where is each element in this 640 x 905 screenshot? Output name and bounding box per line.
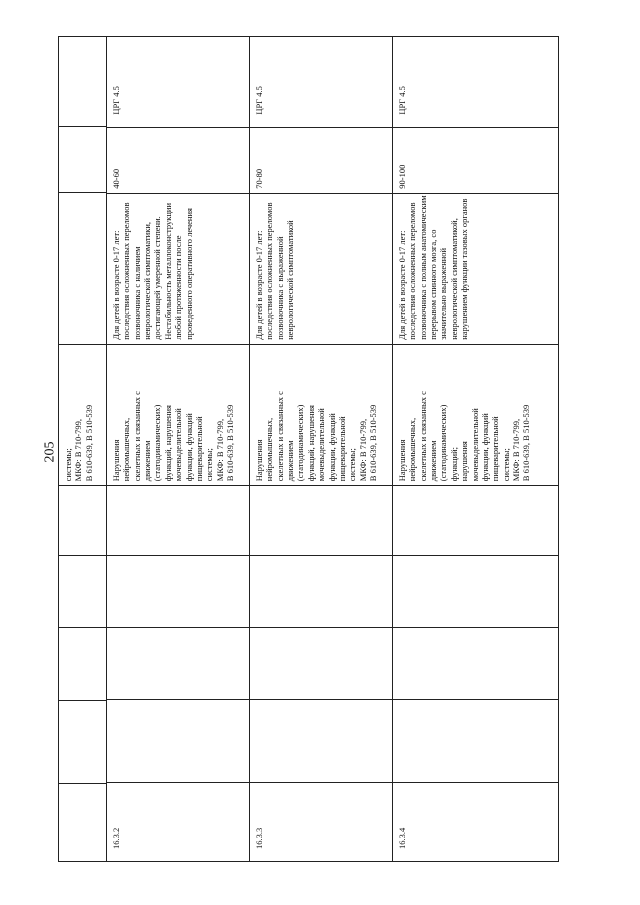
disorder-line: B 610-639, B 510-539 (83, 404, 94, 482)
cell-empty (107, 485, 249, 555)
criteria-line: неврологической симптоматики, (142, 221, 153, 340)
disorder-line: скелетных и связанных с (417, 391, 428, 482)
cell-percent: 70-80 (250, 127, 392, 193)
disorder-line: МКФ: B 710-799, (357, 418, 368, 482)
cell-code: ЦРГ 4.5 (111, 86, 121, 115)
cell-empty (250, 627, 392, 699)
disorder-line: движением (142, 440, 153, 482)
row-number: 16.3.2 (107, 782, 249, 861)
disorder-line: пищеварительной (490, 416, 501, 482)
cell-empty (59, 627, 106, 699)
cell-percent (59, 126, 106, 192)
criteria-line: последствия осложненных переломов (407, 202, 418, 340)
table-row (393, 36, 559, 862)
disorder-line: B 610-639, B 510-539 (521, 404, 532, 482)
cell-disorder (250, 344, 392, 485)
disorder-line: пищеварительной (193, 416, 204, 482)
page-number: 205 (42, 441, 57, 463)
cell-criteria (59, 192, 106, 343)
criteria-line: проведенного оперативного лечения (183, 208, 194, 340)
criteria-line: неврологической симптоматикой, (448, 218, 459, 340)
disorder-line: мочевыделительной (173, 408, 184, 482)
disorder-line: мочевыделительной (469, 408, 480, 482)
disorder-line: Нарушения (111, 439, 121, 482)
disorder-line: МКФ: B 710-799, (510, 418, 521, 482)
rotated-table-wrapper (58, 36, 559, 862)
criteria-line: неврологической симптоматикой (285, 220, 296, 340)
criteria-line: последствия осложненных переломов (121, 202, 132, 340)
table-row-continuation (58, 36, 107, 862)
cell-code (59, 37, 106, 126)
disorder-line: B 610-639, B 510-539 (224, 404, 235, 482)
criteria-line: позвоночника с полным анатомическим (417, 195, 428, 340)
disorder-line: скелетных и связанных с (131, 391, 142, 482)
disorder-line: системы; (63, 448, 73, 482)
row-number: 16.3.4 (393, 782, 558, 861)
disorder-line: движением (285, 440, 296, 482)
criteria-line: позвоночника с наличием (131, 246, 142, 340)
disorder-line: Нарушения (397, 439, 407, 482)
cell-empty (393, 627, 558, 699)
cell-code: ЦРГ 4.5 (397, 86, 407, 115)
disorder-line: системы; (204, 448, 215, 482)
cell-empty (393, 555, 558, 627)
criteria-line: перерывом спинного мозга, со (428, 229, 439, 340)
disorder-line: функций, нарушения (162, 405, 173, 482)
disorder-line: нарушения (459, 441, 470, 482)
disorder-line: функции, функций (326, 413, 337, 482)
cell-disorder (393, 344, 558, 485)
disorder-line: функции, функций (479, 413, 490, 482)
cell-empty (59, 555, 106, 627)
cell-criteria (393, 193, 558, 344)
disorder-line: пищеварительной (336, 416, 347, 482)
cell-empty (393, 485, 558, 555)
cell-disorder (59, 344, 106, 486)
disorder-line: функции, функций (183, 413, 194, 482)
cell-empty (393, 699, 558, 782)
criteria-line: достигающей умеренной степени. (152, 216, 163, 340)
cell-percent: 90-100 (393, 127, 558, 193)
cell-percent: 40-60 (107, 127, 249, 193)
disorder-line: мочевыделительной (316, 408, 327, 482)
row-number: 16.3.3 (250, 782, 392, 861)
cell-criteria (107, 193, 249, 344)
criteria-line: последствия осложненных переломов (264, 202, 275, 340)
criteria-line: значительно выраженной (438, 247, 449, 340)
disorder-line: (статодинамических) (438, 404, 449, 482)
criteria-line: любой протяженности после (173, 235, 184, 340)
disorder-line: движением (428, 440, 439, 482)
cell-empty (250, 555, 392, 627)
criteria-line: Для детей в возрасте 0-17 лет: (254, 230, 264, 340)
cell-empty (107, 555, 249, 627)
disorder-line: нейромышечных, (407, 417, 418, 482)
disorder-line: функций, нарушения (305, 405, 316, 482)
disorder-line: МКФ: B 710-799, (214, 418, 225, 482)
cell-empty (107, 627, 249, 699)
disorder-line: (статодинамических) (295, 404, 306, 482)
cell-disorder (107, 344, 249, 485)
criteria-line: позвоночника с выраженной (274, 236, 285, 340)
criteria-line: нарушением функции тазовых органов (459, 198, 470, 340)
disorder-line: системы; (347, 448, 358, 482)
disorder-line: нейромышечных, (121, 417, 132, 482)
disorder-line: Нарушения (254, 439, 264, 482)
criteria-line: Для детей в возрасте 0-17 лет: (111, 230, 121, 340)
disorder-line: функций; (448, 446, 459, 482)
cell-empty (107, 699, 249, 782)
cell-empty (250, 699, 392, 782)
table-row (107, 36, 250, 862)
disorder-line: (статодинамических) (152, 404, 163, 482)
criteria-line: Нестабильность металлоконструкции (162, 203, 173, 340)
cell-empty (59, 700, 106, 783)
cell-empty (250, 485, 392, 555)
disorder-line: МКФ: B 710-799, (73, 419, 84, 482)
disorder-line: скелетных и связанных с (274, 391, 285, 482)
cell-criteria (250, 193, 392, 344)
cell-code: ЦРГ 4.5 (254, 86, 264, 115)
criteria-line: Для детей в возрасте 0-17 лет: (397, 230, 407, 340)
disorder-line: нейромышечных, (264, 417, 275, 482)
cell-empty (59, 485, 106, 555)
table-row (250, 36, 393, 862)
criteria-table (58, 36, 559, 862)
cell-num (59, 783, 106, 861)
disorder-line: B 610-639, B 510-539 (367, 404, 378, 482)
disorder-line: системы; (500, 448, 511, 482)
